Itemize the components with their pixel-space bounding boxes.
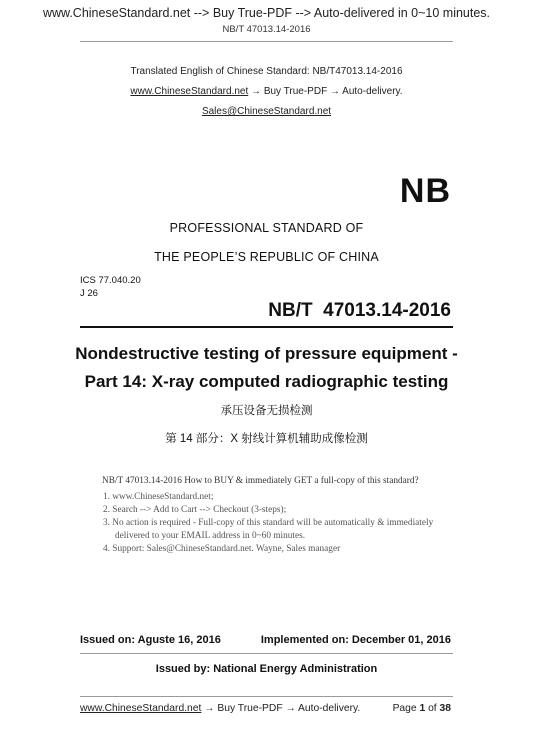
howto-steps — [103, 491, 463, 556]
footer-delivery-text: → Buy True-PDF → Auto-delivery. — [201, 703, 361, 714]
footer-links — [80, 703, 360, 714]
title-en-line1: Nondestructive testing of pressure equipment - — [75, 344, 458, 363]
email-row — [0, 106, 533, 117]
site-link[interactable]: www.ChineseStandard.net — [130, 86, 249, 97]
email-link[interactable]: Sales@ChineseStandard.net — [201, 106, 332, 117]
nb-logo: NB — [399, 172, 451, 210]
howto-step: 2. Search --> Add to Cart --> Checkout (3-steps); — [103, 505, 287, 515]
header-doc-code: NB/T 47013.14-2016 — [222, 24, 311, 35]
page-indicator — [393, 703, 451, 714]
title-en-line2: Part 14: X-ray computed radiographic testing — [84, 372, 449, 391]
title-cn-line1: 承压设备无损检测 — [220, 405, 313, 417]
title-divider — [80, 326, 453, 328]
title-cn-line2: 第 14 部分：X 射线计算机辅助成像检测 — [165, 433, 368, 445]
delivery-text: → Buy True-PDF → Auto-delivery. — [248, 86, 403, 97]
page-number: 1 — [419, 703, 426, 714]
howto-step: 3. No action is required - Full-copy of this standard will be automatically & immediately delivered to your EMAIL address in 0~60 minutes. — [103, 518, 434, 541]
standard-country: THE PEOPLE’S REPUBLIC OF CHINA — [154, 250, 379, 264]
howto-step: 1. www.ChineseStandard.net; — [103, 492, 214, 502]
standard-number: NB/T 47013.14-2016 — [268, 300, 451, 321]
standard-type: PROFESSIONAL STANDARD OF — [169, 221, 364, 235]
issued-on: Issued on: Aguste 16, 2016 — [80, 634, 221, 646]
howto-step: 4. Support: Sales@ChineseStandard.net. Wayne, Sales manager — [103, 544, 341, 554]
page-of: of — [425, 703, 440, 714]
class-code: J 26 — [80, 288, 98, 299]
translation-links — [0, 86, 533, 97]
translation-note: Translated English of Chinese Standard: NB/T47013.14-2016 — [130, 66, 403, 77]
page-label: Page — [392, 703, 420, 714]
top-banner: www.ChineseStandard.net --> Buy True-PDF --> Auto-delivered in 0~10 minutes. — [42, 6, 491, 20]
howto-title: NB/T 47013.14-2016 How to BUY & immediately GET a full-copy of this standard? — [102, 476, 419, 486]
footer-site-link[interactable]: www.ChineseStandard.net — [80, 703, 202, 714]
issued-by: Issued by: National Energy Administration — [155, 663, 378, 675]
footer-divider — [80, 696, 453, 697]
issue-divider — [80, 653, 453, 654]
page-total: 38 — [439, 703, 451, 714]
ics-code: ICS 77.040.20 — [80, 275, 141, 286]
header-divider — [80, 41, 453, 42]
implemented-on: Implemented on: December 01, 2016 — [260, 634, 451, 646]
